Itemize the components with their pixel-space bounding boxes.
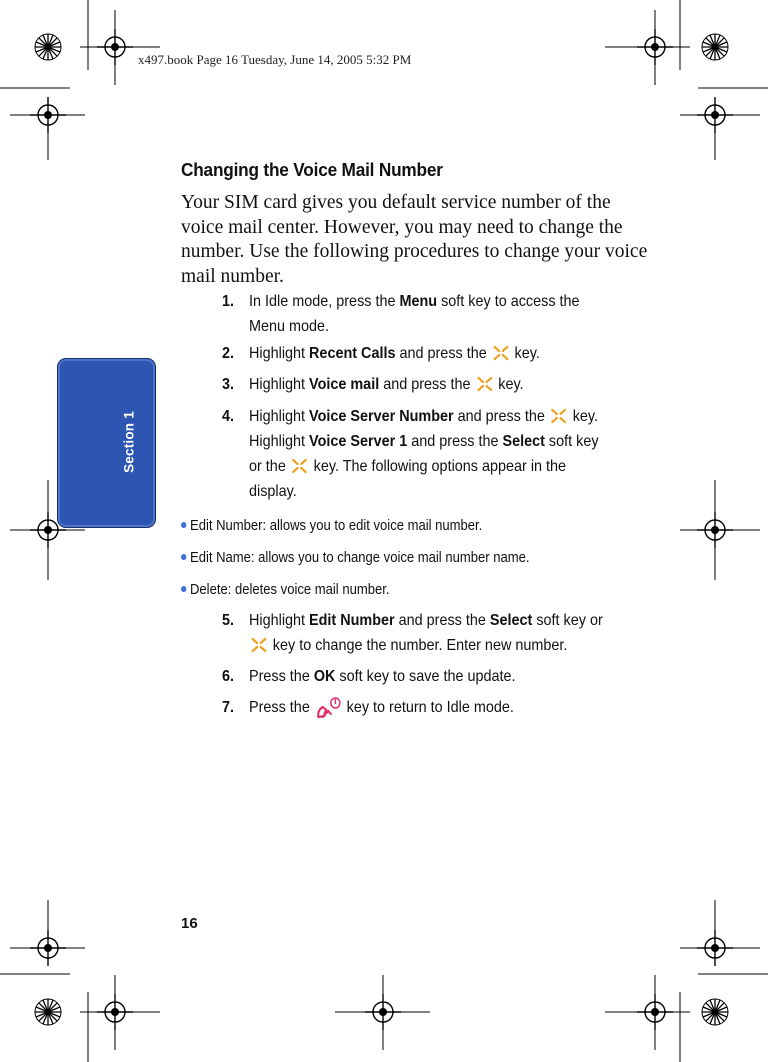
step-number: 7. bbox=[222, 699, 235, 716]
step-text: Highlight bbox=[249, 408, 310, 425]
step-text: Menu mode. bbox=[249, 318, 330, 335]
step-number: 3. bbox=[222, 376, 235, 393]
bullet-icon bbox=[181, 554, 186, 560]
step-text: and press the bbox=[453, 408, 549, 425]
step-5 bbox=[222, 608, 609, 658]
step-text: and press the bbox=[394, 612, 490, 629]
step-keyword: Edit Number bbox=[309, 612, 395, 629]
step-number: 6. bbox=[222, 668, 235, 685]
step-number: 4. bbox=[222, 408, 235, 425]
option-item-edit-name bbox=[181, 548, 529, 568]
step-keyword: OK bbox=[313, 668, 336, 685]
step-keyword: Select bbox=[489, 612, 533, 629]
step-2 bbox=[222, 341, 609, 366]
option-text: Delete: deletes voice mail number. bbox=[190, 582, 390, 598]
page-number: 16 bbox=[181, 915, 198, 932]
step-text: key. bbox=[494, 376, 524, 393]
section-tab bbox=[57, 358, 156, 528]
step-text: and press the bbox=[407, 433, 503, 450]
step-number: 2. bbox=[222, 345, 235, 362]
option-item-edit-number bbox=[181, 516, 482, 536]
step-number: 1. bbox=[222, 293, 235, 310]
navigation-key-icon bbox=[250, 637, 268, 653]
step-6 bbox=[222, 664, 609, 689]
step-keyword: Select bbox=[502, 433, 545, 450]
step-text: Highlight bbox=[249, 376, 310, 393]
step-text: Highlight bbox=[249, 345, 310, 362]
book-info-header: x497.book Page 16 Tuesday, June 14, 2005 5:32 PM bbox=[138, 52, 412, 67]
step-text: soft key or bbox=[532, 612, 603, 629]
step-number: 5. bbox=[222, 612, 235, 629]
navigation-key-icon bbox=[291, 458, 309, 474]
step-keyword: Voice Server 1 bbox=[309, 433, 408, 450]
step-text: key. The following options appear in the bbox=[309, 458, 567, 475]
step-text: Highlight bbox=[249, 433, 310, 450]
step-3 bbox=[222, 372, 609, 397]
step-keyword: Recent Calls bbox=[309, 345, 396, 362]
step-1 bbox=[222, 289, 609, 339]
step-keyword: Menu bbox=[399, 293, 438, 310]
option-item-delete bbox=[181, 580, 389, 600]
intro-paragraph: Your SIM card gives you default service number of the voice mail center. However, you may need to change the number. Use the following procedures to change your voice mail number. bbox=[181, 192, 648, 287]
navigation-key-icon bbox=[492, 345, 510, 361]
step-4 bbox=[222, 404, 609, 504]
step-7 bbox=[222, 695, 609, 723]
step-text: key. bbox=[568, 408, 599, 425]
step-text: In Idle mode, press the bbox=[249, 293, 400, 310]
option-text: Edit Number: allows you to edit voice mail number. bbox=[190, 518, 483, 534]
bullet-icon bbox=[181, 522, 186, 528]
navigation-key-icon bbox=[475, 376, 493, 392]
step-keyword: Voice Server Number bbox=[309, 408, 454, 425]
step-text: Press the bbox=[249, 699, 314, 716]
step-keyword: Voice mail bbox=[309, 376, 380, 393]
step-text: soft key bbox=[544, 433, 599, 450]
end-power-key-icon bbox=[315, 695, 342, 721]
step-text: Highlight bbox=[249, 612, 310, 629]
section-tab-label: Section 1 bbox=[121, 411, 137, 473]
option-text: Edit Name: allows you to change voice mail number name. bbox=[190, 550, 530, 566]
step-text: soft key to access the bbox=[437, 293, 580, 310]
step-text: display. bbox=[249, 483, 297, 500]
step-text: Press the bbox=[249, 668, 314, 685]
step-text: key to change the number. Enter new number. bbox=[268, 637, 568, 654]
section-title: Changing the Voice Mail Number bbox=[181, 159, 443, 180]
step-text: key. bbox=[510, 345, 540, 362]
navigation-key-icon bbox=[550, 408, 568, 424]
step-text: and press the bbox=[379, 376, 475, 393]
step-text: or the bbox=[249, 458, 290, 475]
bullet-icon bbox=[181, 586, 186, 592]
step-text: key to return to Idle mode. bbox=[342, 699, 514, 716]
step-text: soft key to save the update. bbox=[335, 668, 516, 685]
step-text: and press the bbox=[395, 345, 491, 362]
